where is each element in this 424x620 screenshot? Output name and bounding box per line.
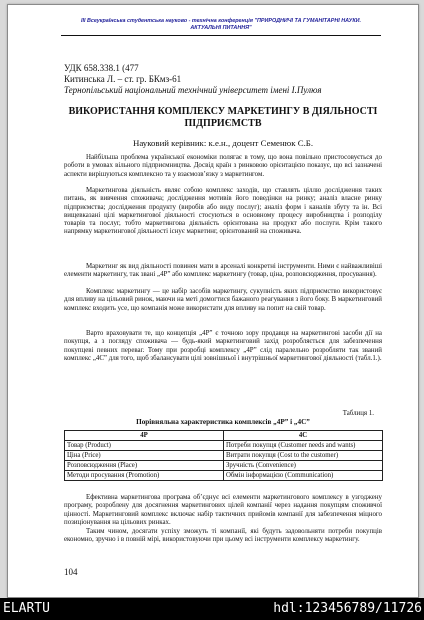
handle-identifier: hdl:123456789/11726 (273, 601, 422, 616)
affiliation: Тернопільський національний технічний університет імені І.Пулюя (64, 85, 322, 95)
paragraph-1: Найбільша проблема української економіки полягає в тому, що вона повільно пристосовується до роботи в умовах вільного підприємництва. Досвід країн з ринковою орієнтацією показує, що всі зазначені аспекти вирішуються комплексно та у взаємозв’язку з маркетингом. (64, 154, 382, 178)
paragraph-3: Маркетинг як вид діяльності повинен мати в арсеналі конкретні інструменти. Ними є найважливіші елементи маркетингу, так звані „4P” або комплекс маркетингу (товар, ціна, розповсюдження, просування). (64, 263, 382, 279)
table-header-cell: 4С (224, 431, 383, 441)
table-row (65, 461, 383, 471)
table-cell: Товар (Product) (65, 441, 224, 451)
conference-header-line2: АКТУАЛЬНІ ПИТАННЯ" (190, 24, 252, 31)
comparison-table (64, 430, 383, 481)
paper-title (64, 106, 382, 130)
paragraph-5: Варто враховувати те, що концепція „4P” є точною зору продавця на маркетингові засоби дії на покупця, а з погляду споживача — будь-який маркетинговий захід розробляється для забезпечення покупцеві певних переваг. Тому при розробці комплексу „4P” слід паралельно розробляти так званий комплекс „4C” для того, щоб збалансувати цілі зовнішньої і внутрішньої маркетингової діяльності (табл.1.). (64, 330, 382, 362)
table-title: Порівняльна характеристика комплексів „4Р” і „4С” (136, 418, 310, 426)
paragraph-4: Комплекс маркетингу — це набір засобів маркетингу, сукупність яких підприємство використовує для впливу на цільовий ринок, маючи на меті домогтися бажаного реагування з його боку. В маркетинговий комплекс входить усе, що компанія може використати для впливу на попит на свій товар. (64, 288, 382, 312)
table-header-row (65, 431, 383, 441)
table-header-cell: 4Р (65, 431, 224, 441)
paragraph-6: Ефективна маркетингова програма об’єднує всі елементи маркетингового комплексу в узгоджену програму, розроблену для досягнення маркетингових цілей компанії через надання покупцям споживчої цінності. Маркетинговий комплекс включає набір тактичних прийомів компанії для забезпечення міцного позиціонування на цільових ринках. (64, 494, 382, 526)
scientific-advisor: Науковий керівник: к.е.н., доцент Семенюк С.Б. (132, 138, 314, 148)
table-cell: Зручність (Convenience) (224, 461, 383, 471)
table-cell: Потреби покупця (Customer needs and wants) (224, 441, 383, 451)
document-page (7, 4, 419, 598)
table-cell: Методи просування (Promotion) (65, 471, 224, 481)
table-cell: Ціна (Price) (65, 451, 224, 461)
table-row (65, 451, 383, 461)
repository-name: ELARTU (3, 601, 50, 616)
table-row (65, 441, 383, 451)
udc-code: УДК 658.338.1 (477 (64, 63, 139, 73)
table-cell: Обмін інформацією (Communication) (224, 471, 383, 481)
conference-header-line1: ІІІ Всеукраїнська студентська науково - технічна конференція "ПРИРОДНИЧІ ТА ГУМАНІТАРНІ НАУКИ. (80, 18, 362, 24)
header-divider (61, 35, 381, 36)
paragraph-7: Таким чином, досягати успіху зможуть ті компанії, які будуть задовольняти потреби покупців економно, зручно і в повній мірі, використовуючи при цьому всі інструменти комплексу маркетингу. (64, 528, 382, 544)
paper-title-line2: ПІДПРИЄМСТВ (184, 118, 262, 129)
table-cell: Розповсюдження (Place) (65, 461, 224, 471)
page-number: 104 (64, 567, 78, 577)
conference-header (61, 18, 381, 32)
table-row (65, 471, 383, 481)
paper-title-line1: ВИКОРИСТАННЯ КОМПЛЕКСУ МАРКЕТИНГУ В ДІЯЛЬНОСТІ (68, 106, 378, 117)
author-name: Китинська Л. – ст. гр. БКмз-61 (64, 74, 182, 84)
repository-footer-bar (0, 598, 424, 620)
paragraph-2: Маркетингова діяльність являє собою комплекс заходів, що ставлять ціллю дослідження таких питань, як вивчення споживача; дослідження мотивів його поведінки на ринку; аналіз власне ринку підприємства; дослідження продукту (виробів або виду послуг); аналіз форм і каналів збуту та ін. Всі вищевказані цілі маркетингової діяльності стосуються в основному процесу виробництва і розподілу товарів та послуг, тобто маркетингова діяльність орієнтована на продукт або послуги. Крім такого напрямку маркетингової діяльності існує маркетинг, орієнтований на споживача. (64, 187, 382, 236)
table-cell: Витрати покупця (Cost to the customer) (224, 451, 383, 461)
table-caption: Таблиця 1. (342, 410, 374, 417)
